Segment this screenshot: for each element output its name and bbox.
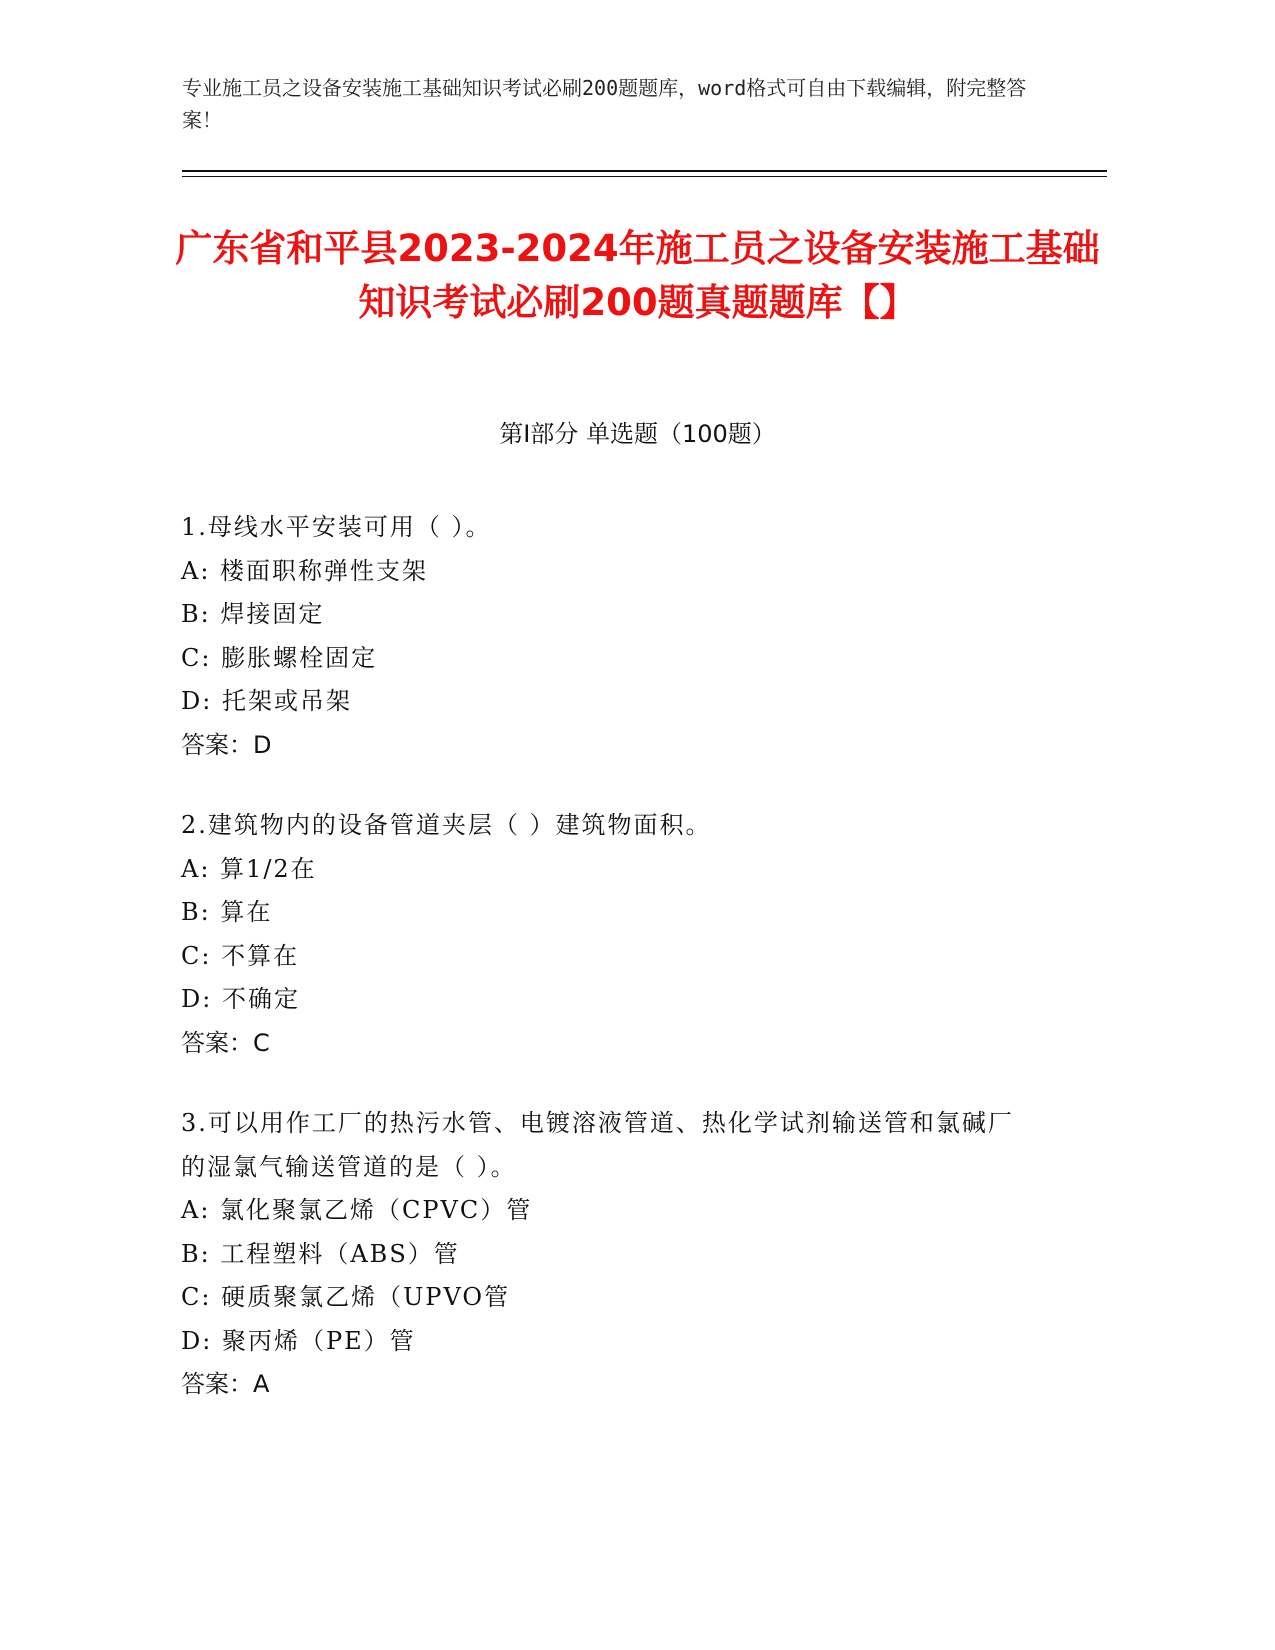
question-2	[181, 804, 1031, 1065]
option-d: D: 聚丙烯（PE）管	[181, 1326, 416, 1355]
option-d: D: 托架或吊架	[181, 687, 352, 715]
section-heading: 第I部分 单选题（100题）	[499, 420, 776, 448]
answer: 答案：C	[181, 1028, 270, 1057]
option-a: A: 算1/2在	[181, 854, 317, 883]
option-a: A: 楼面职称弹性支架	[181, 556, 429, 585]
document-title: 广东省和平县2023-2024年施工员之设备安装施工基础知识考试必刷200题真题题库【】	[175, 227, 1100, 324]
option-d: D: 不确定	[181, 985, 300, 1013]
header-divider-thick	[182, 170, 1107, 172]
option-b: B: 算在	[181, 898, 273, 926]
header-note: 专业施工员之设备安装施工基础知识考试必刷200题题库，word格式可自由下载编辑，附完整答案！	[182, 76, 1027, 132]
question-3	[181, 1102, 1031, 1407]
option-b: B: 工程塑料（ABS）管	[181, 1239, 460, 1268]
question-stem: 1.母线水平安装可用（ ）。	[181, 513, 492, 541]
answer: 答案：D	[181, 730, 272, 759]
option-c: C: 硬质聚氯乙烯（UPVO管	[181, 1283, 511, 1311]
answer: 答案：A	[181, 1370, 270, 1398]
option-c: C: 不算在	[181, 941, 300, 970]
question-stem: 2.建筑物内的设备管道夹层（ ）建筑物面积。	[181, 811, 712, 839]
question-1	[181, 506, 1031, 767]
question-stem: 3.可以用作工厂的热污水管、电镀溶液管道、热化学试剂输送管和氯碱厂的湿氯气输送管道的是（ ）。	[181, 1109, 1014, 1181]
header-divider-thin	[182, 176, 1107, 177]
question-list	[181, 506, 1031, 1444]
option-c: C: 膨胀螺栓固定	[181, 643, 378, 672]
option-a: A: 氯化聚氯乙烯（CPVC）管	[181, 1196, 533, 1224]
option-b: B: 焊接固定	[181, 600, 325, 628]
